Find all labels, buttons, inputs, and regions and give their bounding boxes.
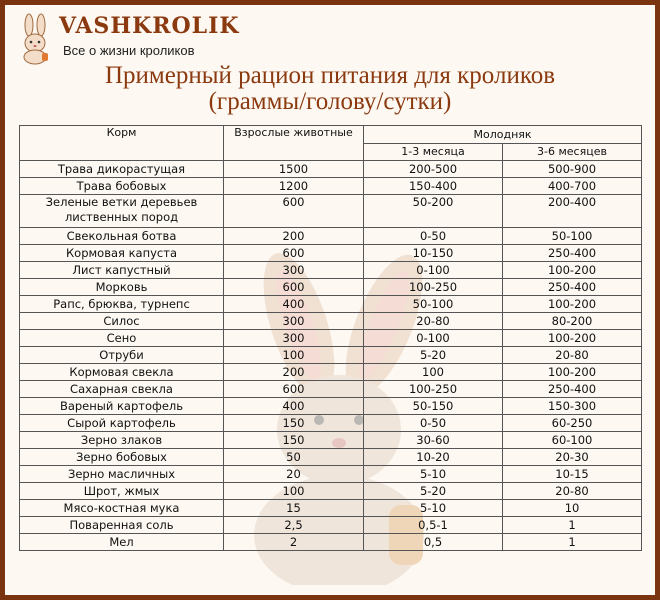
feed-name: Свекольная ботва [20, 228, 224, 245]
feed-name: Зерно бобовых [20, 449, 224, 466]
adult-value: 400 [224, 296, 364, 313]
feed-name: Мясо-костная мука [20, 500, 224, 517]
young-1-3-value: 0,5 [364, 534, 503, 551]
young-1-3-value: 0,5-1 [364, 517, 503, 534]
table-row [20, 500, 642, 517]
feed-name: Кормовая свекла [20, 364, 224, 381]
page-title [5, 63, 655, 115]
young-3-6-value: 100-200 [503, 296, 642, 313]
feed-name: Зерно злаков [20, 432, 224, 449]
young-3-6-value: 80-200 [503, 313, 642, 330]
adult-value: 150 [224, 432, 364, 449]
header [5, 5, 655, 125]
young-1-3-value: 0-50 [364, 228, 503, 245]
young-1-3-value: 50-150 [364, 398, 503, 415]
young-1-3-value: 5-10 [364, 500, 503, 517]
young-1-3-value: 50-200 [364, 195, 503, 228]
adult-value: 1500 [224, 161, 364, 178]
adult-value: 400 [224, 398, 364, 415]
young-3-6-value: 250-400 [503, 381, 642, 398]
table-row [20, 330, 642, 347]
adult-value: 600 [224, 195, 364, 228]
adult-value: 100 [224, 483, 364, 500]
young-1-3-value: 10-20 [364, 449, 503, 466]
young-3-6-value: 1 [503, 534, 642, 551]
young-1-3-value: 30-60 [364, 432, 503, 449]
adult-value: 2,5 [224, 517, 364, 534]
feed-name: Рапс, брюква, турнепс [20, 296, 224, 313]
feed-name: Морковь [20, 279, 224, 296]
feed-name: Трава дикорастущая [20, 161, 224, 178]
adult-value: 15 [224, 500, 364, 517]
adult-value: 600 [224, 381, 364, 398]
young-3-6-value: 60-250 [503, 415, 642, 432]
young-1-3-value: 100 [364, 364, 503, 381]
young-1-3-value: 0-50 [364, 415, 503, 432]
feed-name: Сахарная свекла [20, 381, 224, 398]
young-3-6-value: 20-30 [503, 449, 642, 466]
young-1-3-value: 150-400 [364, 178, 503, 195]
young-1-3-value: 100-250 [364, 381, 503, 398]
feed-name: Лист капустный [20, 262, 224, 279]
adult-value: 200 [224, 364, 364, 381]
feed-name: Шрот, жмых [20, 483, 224, 500]
ration-table-container [19, 125, 641, 590]
young-1-3-value: 0-100 [364, 330, 503, 347]
table-row [20, 279, 642, 296]
young-3-6-value: 100-200 [503, 364, 642, 381]
young-3-6-value: 400-700 [503, 178, 642, 195]
table-row [20, 364, 642, 381]
adult-value: 20 [224, 466, 364, 483]
header-young: Молодняк [364, 126, 642, 144]
table-row [20, 178, 642, 195]
feed-name: Зеленые ветки деревьев лиственных пород [20, 195, 224, 228]
table-body [20, 161, 642, 551]
feed-name: Зерно масличных [20, 466, 224, 483]
table-row [20, 161, 642, 178]
feed-name: Вареный картофель [20, 398, 224, 415]
young-1-3-value: 100-250 [364, 279, 503, 296]
young-3-6-value: 150-300 [503, 398, 642, 415]
young-1-3-value: 50-100 [364, 296, 503, 313]
header-young-3-6: 3-6 месяцев [503, 143, 642, 161]
young-1-3-value: 5-20 [364, 483, 503, 500]
ration-table [19, 125, 642, 551]
young-3-6-value: 20-80 [503, 347, 642, 364]
young-3-6-value: 100-200 [503, 262, 642, 279]
table-row [20, 381, 642, 398]
young-3-6-value: 10 [503, 500, 642, 517]
title-line-2: (граммы/голову/сутки) [208, 88, 452, 115]
young-1-3-value: 10-150 [364, 245, 503, 262]
table-row [20, 517, 642, 534]
feed-name: Отруби [20, 347, 224, 364]
table-row [20, 415, 642, 432]
adult-value: 50 [224, 449, 364, 466]
young-1-3-value: 5-10 [364, 466, 503, 483]
header-feed: Корм [20, 126, 224, 161]
young-3-6-value: 20-80 [503, 483, 642, 500]
table-row [20, 466, 642, 483]
feed-name: Сено [20, 330, 224, 347]
table-row [20, 534, 642, 551]
young-1-3-value: 5-20 [364, 347, 503, 364]
young-1-3-value: 20-80 [364, 313, 503, 330]
young-3-6-value: 250-400 [503, 279, 642, 296]
adult-value: 300 [224, 262, 364, 279]
young-3-6-value: 100-200 [503, 330, 642, 347]
table-row [20, 195, 642, 228]
feed-name: Трава бобовых [20, 178, 224, 195]
table-row [20, 398, 642, 415]
tagline: Все о жизни кроликов [63, 43, 195, 58]
brand-name: VASHKROLIK [59, 13, 240, 39]
title-line-1: Примерный рацион питания для кроликов [104, 62, 556, 89]
table-row [20, 296, 642, 313]
young-3-6-value: 250-400 [503, 245, 642, 262]
header-young-1-3: 1-3 месяца [364, 143, 503, 161]
table-row [20, 449, 642, 466]
table-row [20, 347, 642, 364]
table-row [20, 262, 642, 279]
feed-name: Силос [20, 313, 224, 330]
adult-value: 150 [224, 415, 364, 432]
feed-name: Поваренная соль [20, 517, 224, 534]
table-row [20, 483, 642, 500]
adult-value: 300 [224, 330, 364, 347]
adult-value: 600 [224, 279, 364, 296]
table-row [20, 228, 642, 245]
table-row [20, 313, 642, 330]
feed-name: Сырой картофель [20, 415, 224, 432]
young-3-6-value: 500-900 [503, 161, 642, 178]
adult-value: 100 [224, 347, 364, 364]
feed-name: Кормовая капуста [20, 245, 224, 262]
table-row [20, 245, 642, 262]
page-frame [5, 5, 655, 595]
adult-value: 200 [224, 228, 364, 245]
header-adult: Взрослые животные [224, 126, 364, 161]
young-1-3-value: 200-500 [364, 161, 503, 178]
young-3-6-value: 10-15 [503, 466, 642, 483]
young-3-6-value: 50-100 [503, 228, 642, 245]
adult-value: 2 [224, 534, 364, 551]
young-3-6-value: 1 [503, 517, 642, 534]
feed-name: Мел [20, 534, 224, 551]
adult-value: 300 [224, 313, 364, 330]
young-3-6-value: 200-400 [503, 195, 642, 228]
table-row [20, 432, 642, 449]
young-1-3-value: 0-100 [364, 262, 503, 279]
adult-value: 600 [224, 245, 364, 262]
young-3-6-value: 60-100 [503, 432, 642, 449]
rabbit-logo-icon [15, 13, 55, 65]
adult-value: 1200 [224, 178, 364, 195]
